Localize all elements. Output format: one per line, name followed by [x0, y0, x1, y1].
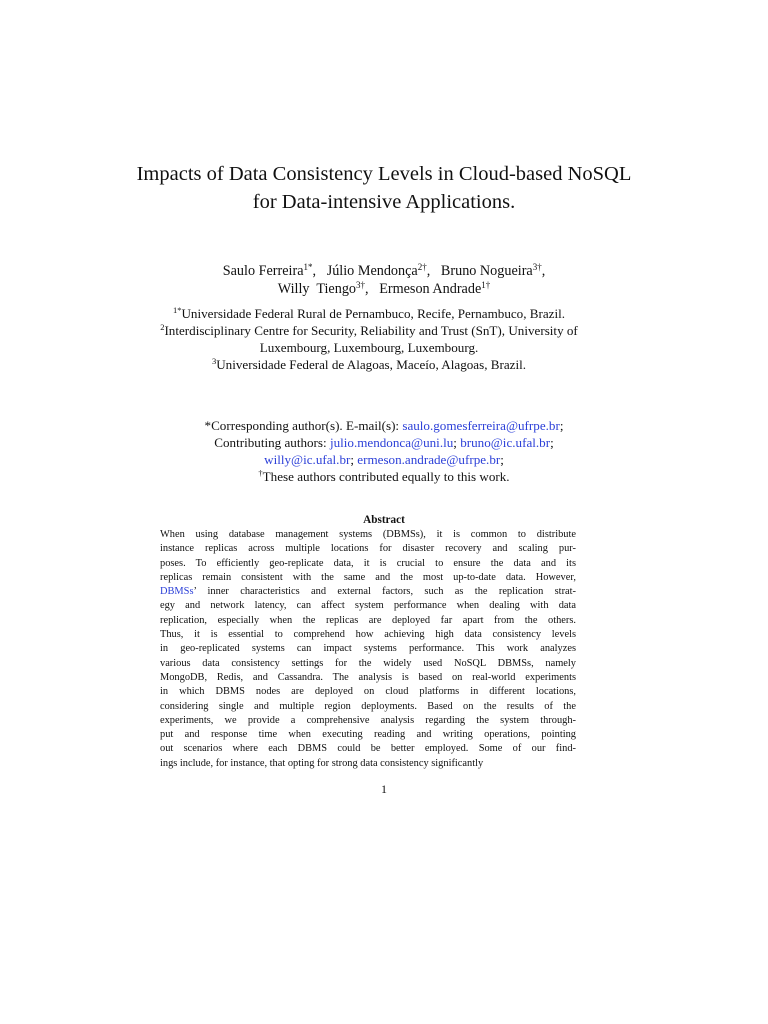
- affiliation-mark: 2: [160, 322, 165, 332]
- paper-title: Impacts of Data Consistency Levels in Cloud-based NoSQL for Data-intensive Applications.: [136, 163, 632, 213]
- author-name: Bruno Nogueira: [440, 263, 533, 279]
- equal-contribution-note: †These authors contributed equally to this work.: [258, 468, 510, 484]
- abstract-line: DBMSs’ inner characteristics and external factors, such as the replication strat-: [160, 586, 576, 598]
- abstract-line: in which DBMS nodes are deployed on cloud platforms in different locations,: [160, 686, 576, 698]
- contributing-email-link[interactable]: julio.mendonca@uni.lu: [329, 435, 454, 450]
- affiliation-item: $^{1*}$Universidade Federal Rural de Pernambuco, Recife, Pernambuco, Brazil.: [172, 305, 566, 321]
- abstract-line: out scenarios where each DBMS could be better employed. Some of our find-: [160, 743, 576, 755]
- page-number: 1: [381, 782, 387, 796]
- abstract-line: MongoDB, Redis, and Cassandra. The analysis is based on real-world experiments: [160, 671, 576, 683]
- author-affil-mark: 3†: [356, 280, 366, 290]
- contributing-authors-line: Contributing authors: julio.mendonca@uni.lu; bruno@ic.ufal.br;: [214, 435, 554, 450]
- abstract-line: replication, especially when the replicas are deployed far apart from the others.: [160, 614, 576, 626]
- affiliation-item: $^2$Interdisciplinary Centre for Security, Reliability and Trust (SnT), University of Luxembourg, Luxembourg, Luxembourg.: [160, 322, 578, 355]
- author-affil-mark: 2†: [417, 262, 427, 272]
- corresponding-email-link[interactable]: saulo.gomesferreira@ufrpe.br: [402, 418, 560, 433]
- abstract-line: ings include, for instance, that opting for strong data consistency significantly: [160, 757, 484, 769]
- abstract-heading: Abstract: [363, 514, 405, 526]
- author-name: Júlio Mendonça: [326, 263, 418, 279]
- abstract-body: [160, 528, 576, 771]
- abstract-line: in geo-replicated systems can impact systems performance. This work analyzes: [160, 643, 576, 655]
- abstract-line: poses. To efficiently geo-replicate data, it is crucial to ensure the data and its: [160, 557, 576, 569]
- abstract-line: instance replicas across multiple locations for disaster recovery and scaling pur-: [160, 543, 576, 555]
- author-affil-mark: 3†: [532, 262, 542, 272]
- abstract-line: replicas remain consistent with the same and the most up-to-date data. However,: [160, 571, 576, 583]
- affiliation-item: $^3$Universidade Federal de Alagoas, Maceío, Alagoas, Brazil.: [211, 356, 527, 372]
- abstract-line: considering single and multiple region deployments. Based on the results of the: [160, 700, 576, 712]
- affiliation-list: [150, 305, 588, 373]
- abstract-line: egy and network latency, can affect system performance when dealing with data: [160, 600, 576, 612]
- author-affil-mark: 1*: [303, 262, 313, 272]
- contributing-email-link[interactable]: willy@ic.ufal.br: [264, 452, 351, 467]
- correspondence-block: [130, 417, 638, 485]
- author-affil-mark: 1†: [481, 280, 491, 290]
- corresponding-author-line: *Corresponding author(s). E-mail(s): saulo.gomesferreira@ufrpe.br;: [204, 418, 564, 433]
- author-line-2: Willy Tiengo$^{3\dagger}$, Ermeson Andrade$^{1\dagger}$: [277, 280, 491, 297]
- affiliation-mark: 3: [211, 356, 217, 366]
- dagger-mark: †: [258, 468, 263, 478]
- abstract-line: Thus, it is essential to comprehend how achieving high data consistency levels: [160, 629, 576, 641]
- author-name: Ermeson Andrade: [379, 281, 482, 297]
- author-name: Willy Tiengo: [277, 281, 357, 297]
- author-name: Saulo Ferreira: [222, 263, 304, 279]
- author-line-1: Saulo Ferreira$^{1*}$, Júlio Mendonça$^{2\dagger}$, Bruno Nogueira$^{3\dagger}$,: [222, 262, 546, 279]
- abstract-line: When using database management systems (DBMSs), it is common to distribute: [160, 529, 576, 540]
- abstract-line: various data consistency settings for the widely used NoSQL DBMSs, namely: [160, 657, 576, 669]
- affiliation-mark: 1*: [172, 305, 182, 315]
- abstract-line: experiments, we provide a comprehensive analysis regarding the system through-: [160, 714, 576, 726]
- contributing-email-link[interactable]: ermeson.andrade@ufrpe.br: [357, 452, 501, 467]
- contributing-authors-line-2: willy@ic.ufal.br; ermeson.andrade@ufrpe.br;: [264, 452, 504, 467]
- glossary-link[interactable]: DBMSs: [160, 586, 194, 598]
- author-list: [130, 262, 638, 298]
- abstract-line: put and response time when executing reading and writing operations, pointing: [160, 729, 576, 741]
- contributing-email-link[interactable]: bruno@ic.ufal.br: [460, 435, 551, 450]
